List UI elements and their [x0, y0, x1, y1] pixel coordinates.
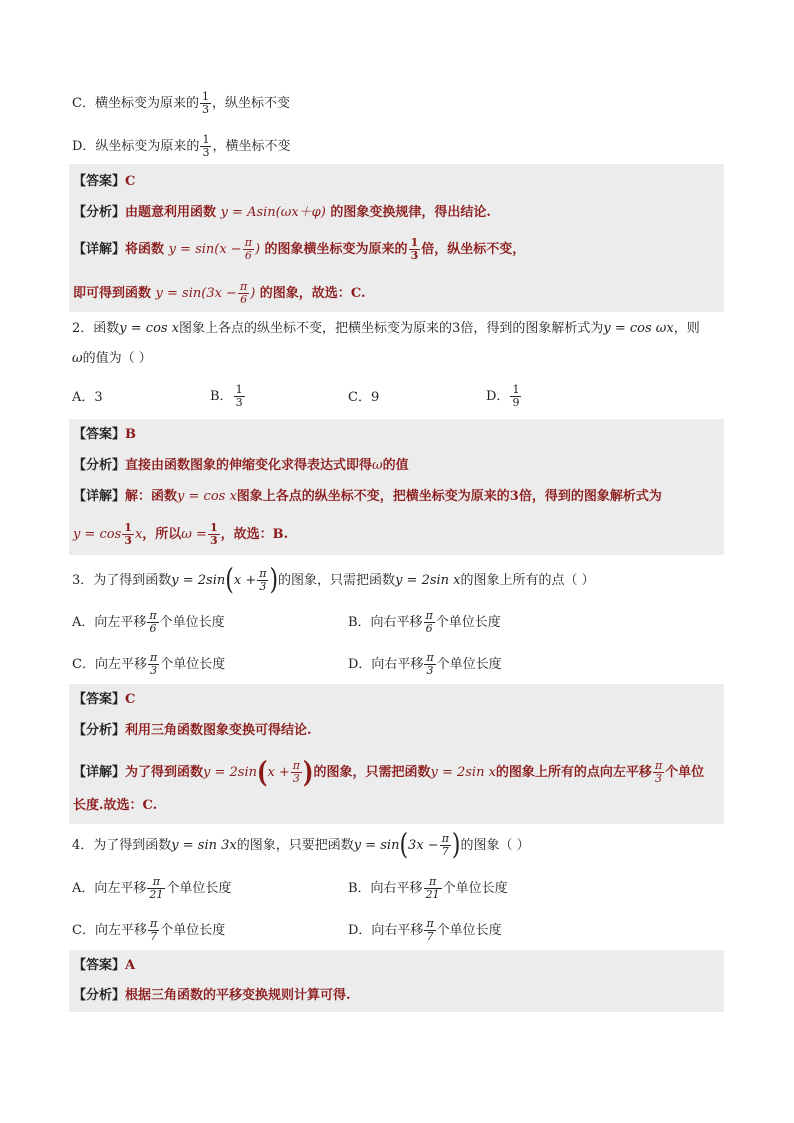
q4-stem: 4．为了得到函数y = sin 3x的图象，只要把函数y = sin(3x − $\frac{\pi}{7}$ )的图象（ ）	[72, 828, 530, 862]
q3-option-c: C．向左平移 $\frac{\pi}{3}$ 个单位长度	[72, 651, 226, 677]
detail-row: 【详解】为了得到函数y = 2sin(x + $\frac{\pi}{3}$ )的图象，只需把函数y = 2sin x的图象上所有的点向左平移 $\frac{\pi}{3}$ 个单位	[73, 755, 705, 790]
analysis-row: 【分析】根据三角函数的平移变换规则计算可得.	[73, 988, 351, 1003]
q3-option-b: B．向右平移 $\frac{\pi}{6}$ 个单位长度	[348, 609, 501, 635]
analysis-row: 【分析】利用三角函数图象变换可得结论.	[73, 723, 312, 738]
detail-row: 【详解】将函数 y = sin(x − $\frac{\pi}{6}$ ) 的图象横坐标变为原来的 $\frac{1}{3}$ 倍，纵坐标不变，	[73, 236, 526, 262]
q2-solution-box	[69, 419, 724, 555]
q3-option-a: A．向左平移 $\frac{\pi}{6}$ 个单位长度	[72, 609, 225, 635]
detail-row-2: y = cos $\frac{1}{3}$ x，所以ω = $\frac{1}{3}$ ，故选：B.	[73, 521, 289, 547]
q2-stem-2: ω的值为（ ）	[72, 351, 152, 366]
q4-option-c: C．向左平移 $\frac{\pi}{7}$ 个单位长度	[72, 917, 226, 943]
q1-solution-box	[69, 164, 724, 312]
q4-option-d: D．向右平移 $\frac{\pi}{7}$ 个单位长度	[348, 917, 502, 943]
detail-row: 【详解】解：函数y = cos x图象上各点的纵坐标不变，把横坐标变为原来的3倍，得到的图象解析式为	[73, 489, 662, 504]
q2-stem: 2．函数y = cos x图象上各点的纵坐标不变，把横坐标变为原来的3倍，得到的图象解析式为y = cos ωx，则	[72, 321, 700, 336]
answer-row: 【答案】C	[73, 692, 136, 707]
answer-row: 【答案】B	[73, 427, 137, 442]
q1-option-c: C．横坐标变为原来的 $\frac{1}{3}$ ，纵坐标不变	[72, 90, 290, 116]
answer-row: 【答案】A	[73, 958, 136, 973]
q3-stem: 3．为了得到函数y = 2sin(x + $\frac{\pi}{3}$ )的图象，只需把函数y = 2sin x的图象上所有的点（ ）	[72, 563, 595, 597]
q2-option-a: A．3	[72, 390, 103, 405]
fraction: $\frac{1}{3}$	[202, 133, 210, 159]
q4-option-a: A．向左平移 $\frac{\pi}{21}$ 个单位长度	[72, 875, 232, 901]
detail-row-2: 即可得到函数 y = sin(3x − $\frac{\pi}{6}$ ) 的图象，故选：C.	[73, 280, 366, 306]
fraction: $\frac{1}{3}$	[201, 90, 209, 116]
q2-option-d: D． $\frac{1}{9}$	[486, 383, 520, 409]
detail-row-2: 长度.故选：C.	[73, 798, 158, 813]
q4-solution-box	[69, 950, 724, 1012]
answer-row: 【答案】C	[73, 174, 136, 189]
q3-option-d: D．向右平移 $\frac{\pi}{3}$ 个单位长度	[348, 651, 502, 677]
q2-option-b: B． $\frac{1}{3}$	[210, 383, 243, 409]
q2-option-c: C．9	[348, 390, 380, 405]
analysis-row: 【分析】直接由函数图象的伸缩变化求得表达式即得ω的值	[73, 458, 409, 473]
q4-option-b: B．向右平移 $\frac{\pi}{21}$ 个单位长度	[348, 875, 508, 901]
q3-solution-box	[69, 684, 724, 824]
q1-option-d: D．纵坐标变为原来的 $\frac{1}{3}$ ，横坐标不变	[72, 133, 291, 159]
analysis-row: 【分析】由题意利用函数 y = Asin(ωx＋φ) 的图象变换规律，得出结论.	[73, 205, 491, 220]
